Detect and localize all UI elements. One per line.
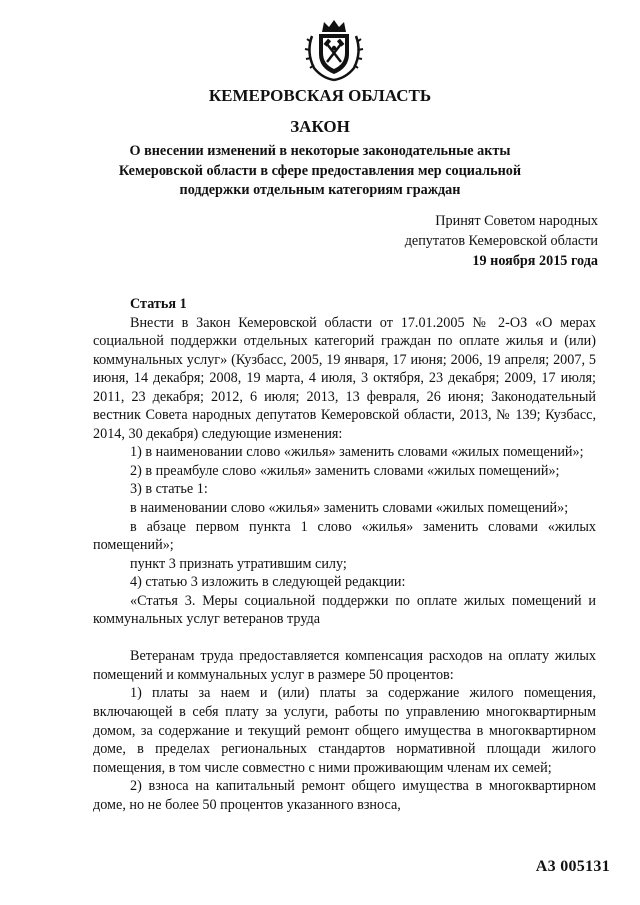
paragraph: в абзаце первом пункта 1 слово «жилья» заменить словами «жилых помещений»; <box>93 518 596 554</box>
region-title: КЕМЕРОВСКАЯ ОБЛАСТЬ <box>208 86 432 105</box>
law-subject <box>0 142 640 201</box>
document-type: ЗАКОН <box>290 117 350 136</box>
article-heading: Статья 1 <box>130 296 187 312</box>
subject-line: Кемеровской области в сфере предоставления мер социальной <box>118 162 522 179</box>
paragraph: 1) платы за наем и (или) платы за содержание жилого помещения, включающей в себя плату за услуги, работы по управлению многоквартирным домом, за содержание и текущий ремонт общего имущества в многоквартирном доме, в пределах региональных стандартов нормативной площади жилого помещения, в том числе совместно с ними проживающим членам их семей; <box>93 685 596 776</box>
paragraph: 2) в преамбуле слово «жилья» заменить словами «жилых помещений»; <box>130 462 560 479</box>
serial-number: А3 005131 <box>535 858 610 875</box>
subject-line: поддержки отдельным категориям граждан <box>179 182 461 198</box>
paragraph: 3) в статье 1: <box>130 481 208 498</box>
adoption-date: 19 ноября 2015 года <box>472 252 598 269</box>
adoption-note <box>405 212 598 271</box>
paragraph: 4) статью 3 изложить в следующей редакции: <box>130 574 406 591</box>
subject-line: О внесении изменений в некоторые законодательные акты <box>129 143 511 159</box>
paragraph: «Статья 3. Меры социальной поддержки по оплате жилых помещений и коммунальных услуг ветеранов труда <box>93 592 596 628</box>
paragraph: Ветеранам труда предоставляется компенсация расходов на оплату жилых помещений и коммунальных услуг в размере 50 процентов: <box>93 648 596 683</box>
paragraph: 1) в наименовании слово «жилья» заменить словами «жилых помещений»; <box>130 444 584 461</box>
document-body <box>93 295 596 814</box>
paragraph: в наименовании слово «жилья» заменить словами «жилых помещений»; <box>130 500 569 517</box>
coat-of-arms-icon <box>302 18 366 84</box>
paragraph: пункт 3 признать утратившим силу; <box>130 555 347 572</box>
adoption-line: Принят Советом народных <box>435 213 598 229</box>
paragraph: 2) взноса на капитальный ремонт общего имущества в многоквартирном доме, но не более 50 процентов указанного взноса, <box>93 778 596 813</box>
adoption-line: депутатов Кемеровской области <box>404 232 598 249</box>
paragraph: Внести в Закон Кемеровской области от 17.01.2005 № 2-ОЗ «О мерах социальной поддержки отдельных категорий граждан по оплате жилья и (или) коммунальных услуг» (Кузбасс, 2005, 19 января, 17 июня; 2006, 19 апреля; 2007, 5 июня, 14 декабря; 2008, 19 марта, 4 июля, 3 октября, 23 декабря; 2009, 17 июля; 2011, 23 декабря; 2012, 6 июля; 2013, 13 февраля, 26 июня; Законодательный вестник Совета народных депутатов Кемеровской области, 2013, № 139; Кузбасс, 2014, 30 декабря) следующие изменения: <box>93 314 596 442</box>
